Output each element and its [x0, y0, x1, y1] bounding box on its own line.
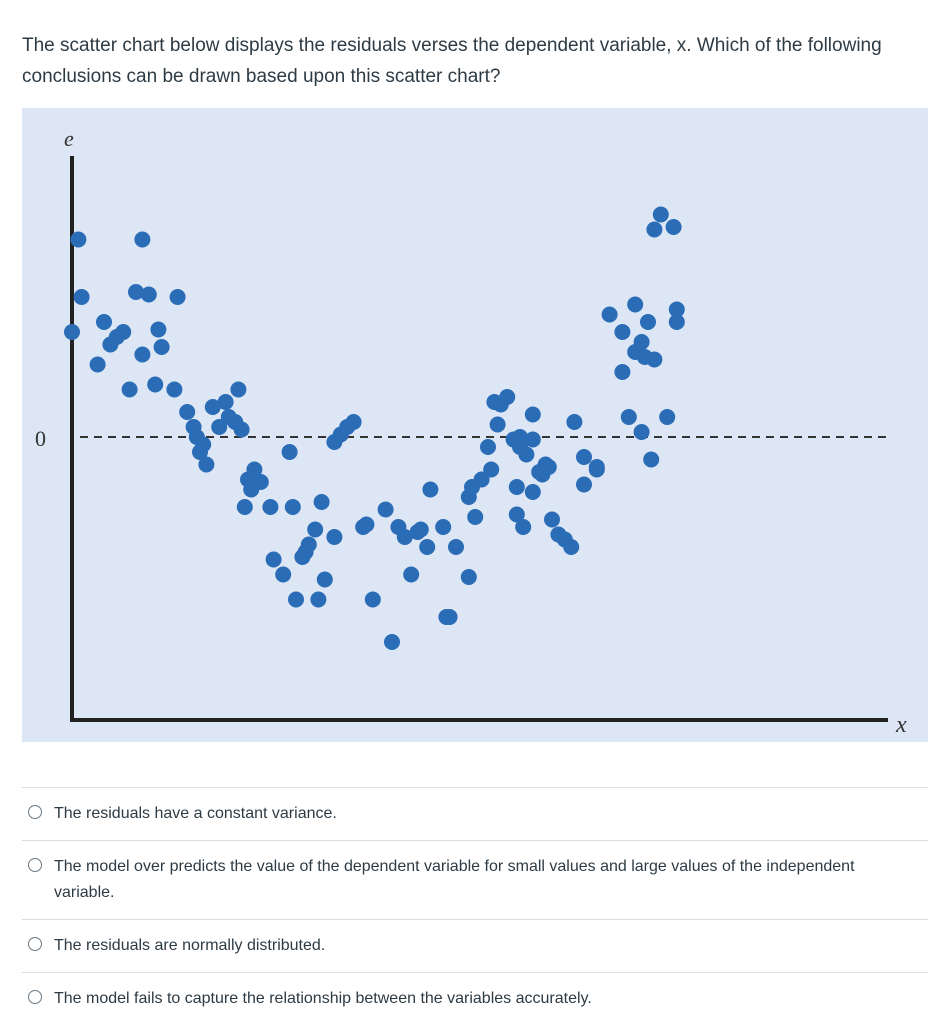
- data-point: [384, 634, 400, 650]
- data-point: [301, 537, 317, 553]
- data-point: [467, 509, 483, 525]
- data-point: [614, 324, 630, 340]
- data-point: [234, 422, 250, 438]
- data-point: [230, 382, 246, 398]
- data-point: [310, 592, 326, 608]
- zero-tick-label: 0: [35, 426, 46, 451]
- data-point: [640, 314, 656, 330]
- data-point: [422, 482, 438, 498]
- data-point: [509, 479, 525, 495]
- data-point: [413, 522, 429, 538]
- question-text: The scatter chart below displays the residuals verses the dependent variable, x. Which of the following conclusions can be drawn based upon this scatter chart?: [22, 35, 882, 87]
- data-point: [179, 404, 195, 420]
- data-point: [346, 414, 362, 430]
- answer-option-4[interactable]: [22, 972, 928, 1025]
- data-point: [266, 552, 282, 568]
- data-point: [643, 452, 659, 468]
- answer-option-1[interactable]: [22, 787, 928, 840]
- data-point: [326, 529, 342, 545]
- data-point: [74, 289, 90, 305]
- answer-label: The model over predicts the value of the dependent variable for small values and large values of the independent variable.: [54, 858, 855, 901]
- data-point: [64, 324, 80, 340]
- data-point: [589, 462, 605, 478]
- data-point: [166, 382, 182, 398]
- data-point: [646, 222, 662, 238]
- data-point: [435, 519, 451, 535]
- data-point: [576, 477, 592, 493]
- residual-scatter-chart: [22, 108, 928, 742]
- data-point: [525, 484, 541, 500]
- x-axis-label: x: [896, 712, 907, 738]
- y-axis-label: e: [64, 126, 74, 151]
- data-point: [237, 499, 253, 515]
- data-point: [122, 382, 138, 398]
- answer-choices: [22, 787, 928, 1025]
- data-point: [442, 609, 458, 625]
- data-point: [70, 232, 86, 248]
- data-point: [666, 219, 682, 235]
- data-point: [576, 449, 592, 465]
- data-point: [307, 522, 323, 538]
- data-point: [317, 572, 333, 588]
- data-point: [170, 289, 186, 305]
- data-point: [150, 322, 166, 338]
- data-point: [525, 432, 541, 448]
- data-point: [563, 539, 579, 555]
- data-point: [253, 474, 269, 490]
- data-point: [134, 232, 150, 248]
- data-point: [515, 519, 531, 535]
- data-point: [115, 324, 131, 340]
- data-point: [566, 414, 582, 430]
- data-point: [134, 347, 150, 363]
- data-point: [544, 512, 560, 528]
- data-point: [403, 567, 419, 583]
- chart-svg: [22, 108, 928, 742]
- data-point: [198, 457, 214, 473]
- data-point: [646, 352, 662, 368]
- data-point: [365, 592, 381, 608]
- data-point: [659, 409, 675, 425]
- data-point: [282, 444, 298, 460]
- answer-label: The residuals are normally distributed.: [54, 937, 326, 954]
- data-point: [461, 569, 477, 585]
- data-point: [288, 592, 304, 608]
- data-point: [627, 297, 643, 313]
- radio-button[interactable]: [28, 990, 42, 1004]
- data-point: [490, 417, 506, 433]
- data-point: [218, 394, 234, 410]
- data-point: [90, 357, 106, 373]
- data-point: [621, 409, 637, 425]
- data-point: [141, 287, 157, 303]
- data-point: [147, 377, 163, 393]
- data-point: [634, 424, 650, 440]
- data-point: [480, 439, 496, 455]
- radio-button[interactable]: [28, 937, 42, 951]
- data-point: [419, 539, 435, 555]
- data-point: [518, 447, 534, 463]
- data-point: [541, 459, 557, 475]
- answer-label: The model fails to capture the relationship between the variables accurately.: [54, 990, 592, 1007]
- data-point: [154, 339, 170, 355]
- data-point: [378, 502, 394, 518]
- data-point: [602, 307, 618, 323]
- data-point: [275, 567, 291, 583]
- data-point: [634, 334, 650, 350]
- data-point: [96, 314, 112, 330]
- answer-option-2[interactable]: [22, 840, 928, 919]
- data-point: [653, 207, 669, 223]
- radio-button[interactable]: [28, 858, 42, 872]
- data-point: [314, 494, 330, 510]
- radio-button[interactable]: [28, 805, 42, 819]
- answer-option-3[interactable]: [22, 919, 928, 972]
- data-point: [358, 517, 374, 533]
- data-point: [285, 499, 301, 515]
- data-point: [262, 499, 278, 515]
- data-point: [499, 389, 515, 405]
- data-point: [614, 364, 630, 380]
- data-point: [483, 462, 499, 478]
- answer-label: The residuals have a constant variance.: [54, 805, 337, 822]
- data-point: [669, 314, 685, 330]
- data-point: [525, 407, 541, 423]
- data-point: [448, 539, 464, 555]
- chart-background: [22, 108, 928, 742]
